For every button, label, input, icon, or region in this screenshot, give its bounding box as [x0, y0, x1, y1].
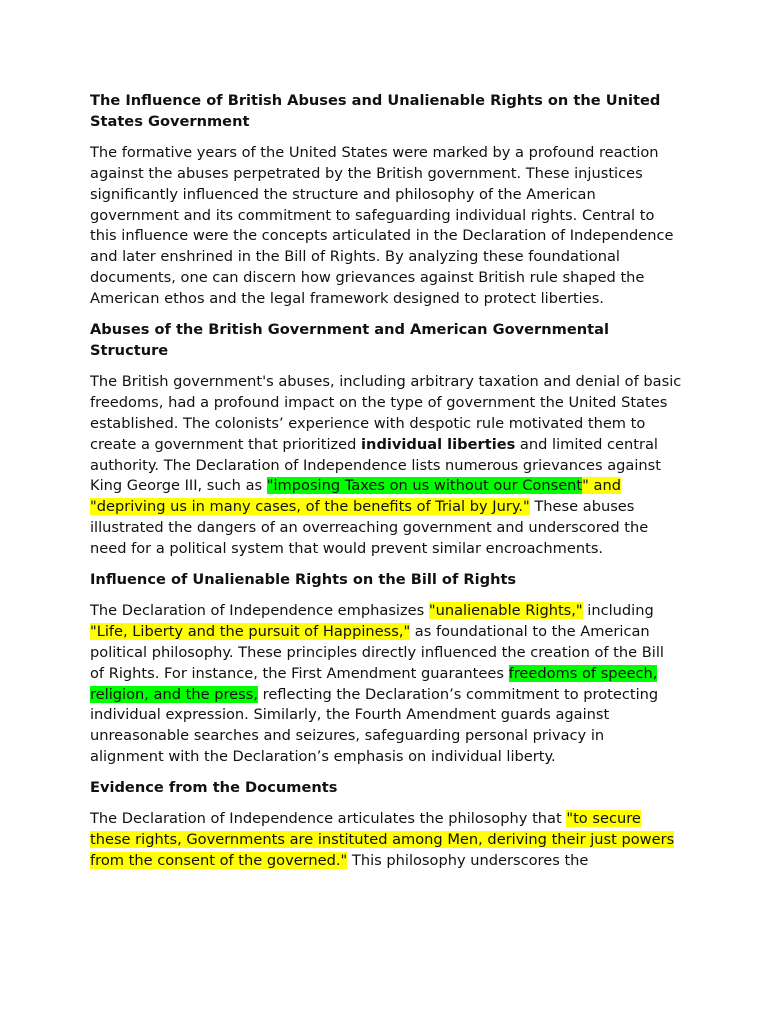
text-run: The British government's abuses, including arbitrary taxation and denial of basic freedoms, had a profound impact on the type of government the United States established. The colonists’ experience with despotic rule motivated them to create a government that prioritized — [90, 372, 682, 453]
document-body — [90, 90, 682, 882]
text-run: The Declaration of Independence emphasizes — [90, 601, 429, 619]
intro-paragraph: The formative years of the United States were marked by a profound reaction against the abuses perpetrated by the British government. These injustices significantly influenced the structure and philosophy of the American government and its commitment to safeguarding individual rights. Central to this influence were the concepts articulated in the Declaration of Independence and later enshrined in the Bill of Rights. By analyzing these foundational documents, one can discern how grievances against British rule shaped the American ethos and the legal framework designed to protect liberties. — [90, 143, 674, 308]
text-run: and limited central authority. The Declaration of Independence lists numerous grievances against King George III, such as — [90, 435, 662, 495]
yellow-highlight: "unalienable Rights," — [428, 601, 583, 619]
paragraph-evidence — [90, 809, 682, 872]
text-run: This philosophy underscores the — [347, 851, 589, 869]
text-run: reflecting the Declaration’s commitment to protecting individual expression. Similarly, the Fourth Amendment guards against unreasonable searches and seizures, safeguarding personal privacy in alignment with the Declaration’s emphasis on individual liberty. — [90, 685, 659, 766]
bold-text: individual liberties — [361, 435, 516, 453]
section-heading-evidence: Evidence from the Documents — [90, 779, 338, 797]
green-highlight: freedoms of speech, religion, and the press, — [90, 664, 658, 703]
paragraph-unalienable-rights — [90, 601, 682, 768]
yellow-highlight: " and "depriving us in many cases, of the benefits of Trial by Jury." — [90, 477, 621, 516]
text-run: including — [582, 601, 654, 619]
section-heading-unalienable-rights: Influence of Unalienable Rights on the Bill of Rights — [90, 571, 517, 589]
yellow-highlight: "to secure these rights, Governments are instituted among Men, deriving their just powers from the consent of the governed." — [90, 810, 675, 869]
text-run: The Declaration of Independence articulates the philosophy that — [90, 810, 567, 828]
document-title: The Influence of British Abuses and Unalienable Rights on the United States Government — [90, 92, 661, 130]
green-highlight: "imposing Taxes on us without our Consent — [266, 477, 583, 495]
section-heading-abuses: Abuses of the British Government and American Governmental Structure — [90, 321, 609, 359]
text-run: as foundational to the American political philosophy. These principles directly influenced the creation of the Bill of Rights. For instance, the First Amendment guarantees — [90, 622, 664, 682]
yellow-highlight: "Life, Liberty and the pursuit of Happiness," — [90, 622, 411, 640]
text-run: These abuses illustrated the dangers of an overreaching government and underscored the need for a political system that would prevent similar encroachments. — [90, 498, 649, 558]
paragraph-abuses — [90, 372, 682, 560]
